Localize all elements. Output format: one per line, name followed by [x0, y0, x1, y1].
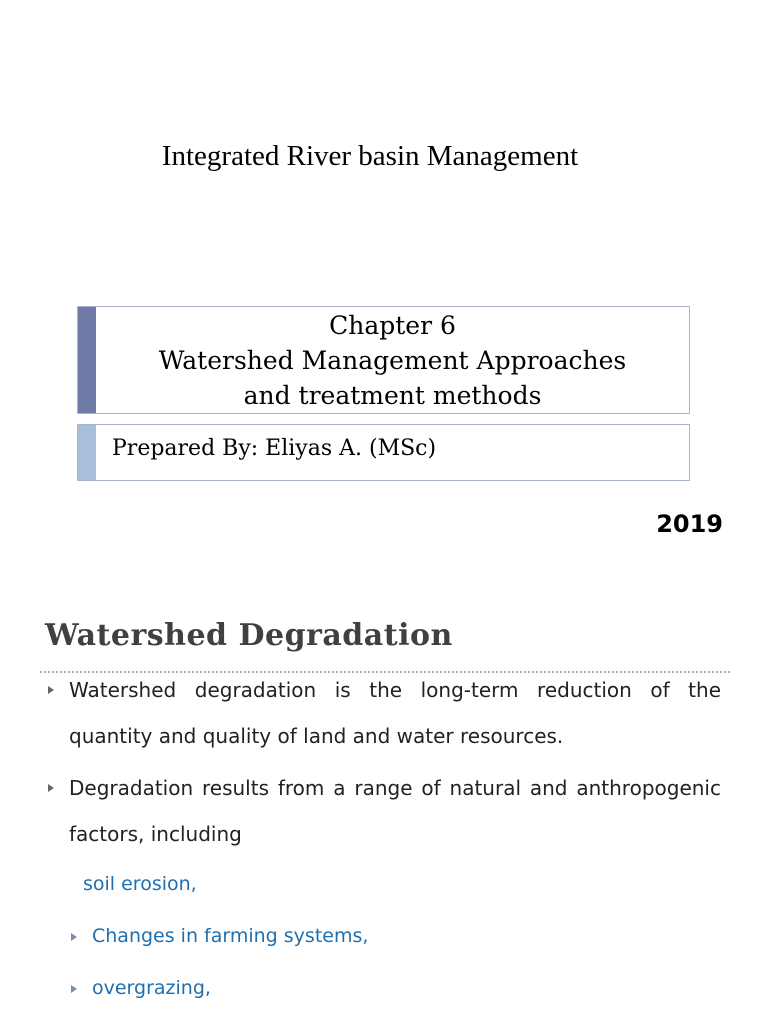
- bullet-item: [48, 765, 721, 857]
- chapter-heading: [96, 307, 689, 413]
- year-label: 2019: [656, 510, 723, 538]
- sub-item: [71, 977, 211, 999]
- sub-item: [71, 925, 368, 947]
- chapter-accent-bar: [78, 307, 96, 413]
- slide-title: Watershed Degradation: [45, 618, 453, 653]
- sub-item-label: Changes in farming systems,: [92, 925, 369, 947]
- course-title: Integrated River basin Management: [161, 140, 579, 172]
- chapter-title-line-2: and treatment methods: [243, 381, 542, 410]
- prepared-by-box: [77, 424, 690, 481]
- bullet-text-line-2: factors, including: [69, 822, 242, 846]
- chapter-title-line-1: Watershed Management Approaches: [158, 346, 627, 375]
- bullet-text-line-1: Watershed degradation is the long-term reduction of the: [69, 678, 721, 702]
- prepared-accent-bar: [78, 425, 96, 480]
- bullet-triangle-icon: [48, 686, 54, 694]
- sub-item-label: soil erosion,: [83, 873, 197, 895]
- bullet-item: [48, 667, 721, 759]
- sub-bullet-triangle-icon: [71, 985, 77, 993]
- chapter-box: [77, 306, 690, 414]
- bullet-text-line-2: quantity and quality of land and water resources.: [69, 724, 564, 748]
- chapter-number: Chapter 6: [329, 311, 456, 340]
- sub-bullet-triangle-icon: [71, 933, 77, 941]
- sub-item-label: overgrazing,: [92, 977, 211, 999]
- sub-item: [83, 873, 197, 895]
- content-slide: [0, 570, 768, 1024]
- bullet-text-line-1: Degradation results from a range of natural and anthropogenic: [69, 776, 721, 800]
- bullet-triangle-icon: [48, 784, 54, 792]
- prepared-by-text: Prepared By: Eliyas A. (MSc): [112, 436, 437, 461]
